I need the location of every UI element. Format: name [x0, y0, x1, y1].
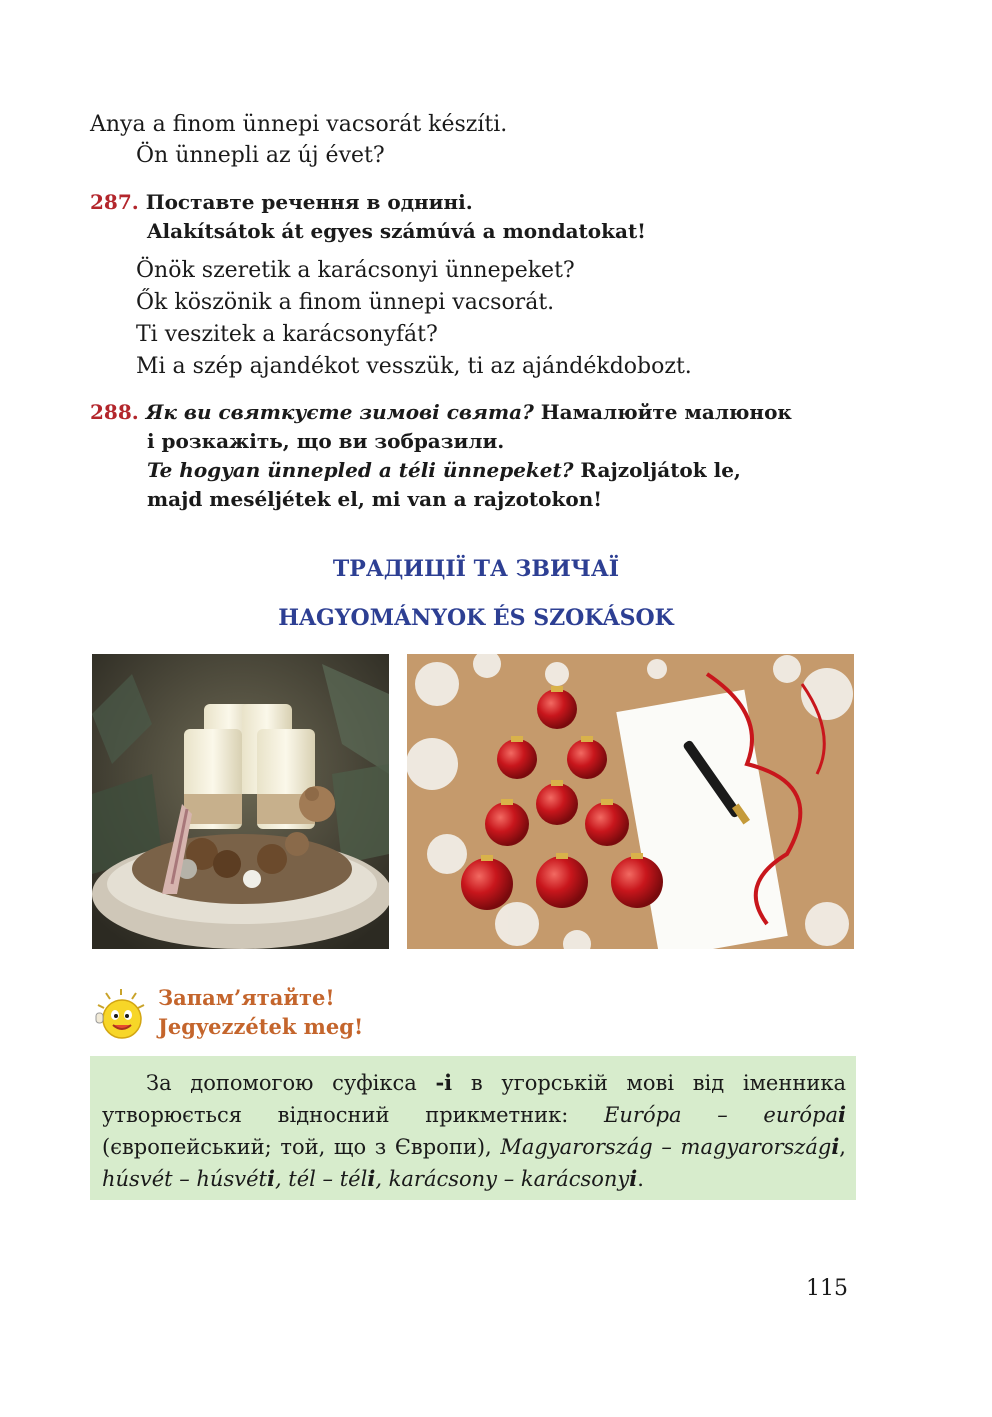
example-suffix: i [838, 1102, 846, 1127]
sentence: Mi a szép ajandékot vesszük, ti az ajándékdobozt. [136, 354, 692, 379]
example: Magyarország – magyarország [500, 1135, 832, 1159]
example-suffix: i [266, 1166, 275, 1191]
section-title-uk: ТРАДИЦІЇ ТА ЗВИЧАЇ [332, 556, 620, 582]
example-suffix: i [831, 1134, 840, 1159]
exercise-number: 287. [90, 190, 139, 214]
text-line: Anya a finom ünnepi vacsorát készíti. [90, 112, 508, 137]
remember-label-hu: Jegyezzétek meg! [158, 1014, 364, 1039]
example-suffix: i [367, 1166, 376, 1191]
exercise-question-uk: Як ви святкуєте зимові свята? [145, 400, 534, 424]
rule-text-part: в угорській мові від іменника утворюється відносний прикметник: [102, 1071, 846, 1127]
example: húsvét – húsvét [102, 1167, 267, 1191]
exercise-question-hu: Te hogyan ünnepled a téli ünnepeket? [147, 458, 574, 482]
advent-candles-photo [92, 654, 389, 949]
example: , karácsony – karácsony [375, 1167, 630, 1191]
exercise-instruction-hu: Alakítsátok át egyes számúvá a mondatokat! [147, 219, 646, 243]
exercise-instruction-uk: і розкажіть, що ви зобразили. [147, 429, 505, 453]
exercise-instruction-uk: Поставте речення в однині. [145, 190, 473, 214]
exercise-288-heading [90, 398, 792, 427]
exercise-number: 288. [90, 400, 139, 424]
sentence: Ti veszitek a karácsonyfát? [136, 322, 438, 347]
remember-label-uk: Запам’ятайте! [158, 985, 335, 1010]
exercise-288-hu [147, 456, 741, 485]
exercise-instruction-hu: majd meséljétek el, mi van a rajzotokon! [147, 487, 603, 511]
rule-text-part: За допомогою суфікса [146, 1071, 436, 1095]
section-title-hu: HAGYOMÁNYOK ÉS SZOKÁSOK [278, 605, 674, 631]
rule-text-part: (європейський; той, що з Європи), [102, 1135, 501, 1159]
rule-text-part: , [839, 1135, 846, 1159]
page-number: 115 [806, 1276, 848, 1301]
lightbulb-smiley-icon [92, 987, 150, 1041]
rule-text [102, 1067, 846, 1195]
text-line: Ön ünnepli az új évet? [136, 143, 385, 168]
sentence: Ők köszönik a finom ünnepi vacsorát. [136, 290, 555, 315]
example: , tél – tél [274, 1167, 368, 1191]
rule-text-part: . [637, 1167, 644, 1191]
rule-box [90, 1056, 856, 1200]
example-suffix: i [629, 1166, 638, 1191]
exercise-instruction-uk: Намалюйте малюнок [533, 400, 792, 424]
sentence: Önök szeretik a karácsonyi ünnepeket? [136, 258, 575, 283]
exercise-287-heading [90, 188, 473, 217]
christmas-ornaments-photo [407, 654, 854, 949]
suffix: -i [435, 1070, 453, 1095]
example: Európa – európa [604, 1103, 839, 1127]
exercise-instruction-hu: Rajzoljátok le, [573, 458, 741, 482]
